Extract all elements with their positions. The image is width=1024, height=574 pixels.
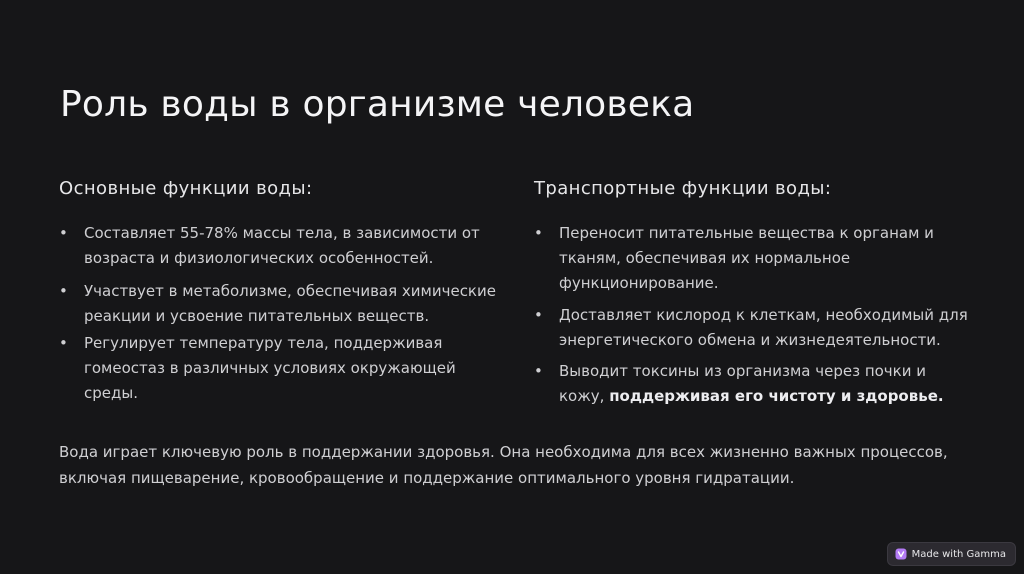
bullet-icon: • bbox=[534, 306, 543, 324]
main-functions-column bbox=[59, 178, 499, 407]
list-item-text: Переносит питательные вещества к органам и тканям, обеспечивая их нормальное функционирование. bbox=[559, 224, 934, 292]
list-item-text: Регулирует температуру тела, поддерживая гомеостаз в различных условиях окружающей среды. bbox=[84, 334, 456, 402]
main-functions-heading: Основные функции воды: bbox=[59, 178, 313, 199]
gamma-logo-icon bbox=[895, 548, 907, 560]
slide-title: Роль воды в организме человека bbox=[60, 84, 695, 125]
list-item bbox=[534, 359, 974, 409]
list-item-text: Участвует в метаболизме, обеспечивая химические реакции и усвоение питательных веществ. bbox=[84, 282, 496, 325]
transport-functions-column bbox=[534, 178, 974, 409]
list-item bbox=[534, 221, 974, 303]
list-item bbox=[59, 331, 499, 407]
list-item-text: Составляет 55-78% массы тела, в зависимости от возраста и физиологических особенностей. bbox=[84, 224, 480, 267]
list-item bbox=[59, 279, 499, 331]
badge-label: Made with Gamma bbox=[911, 548, 1006, 560]
bullet-icon: • bbox=[534, 224, 543, 242]
summary-paragraph: Вода играет ключевую роль в поддержании здоровья. Она необходима для всех жизненно важных процессов, включая пищеварение, кровообращение и поддержание оптимального уровня гидратации. bbox=[59, 443, 948, 487]
list-item-text-strong: поддерживая его чистоту и здоровье. bbox=[609, 387, 944, 405]
list-item bbox=[59, 221, 499, 279]
made-with-gamma-badge[interactable] bbox=[887, 542, 1016, 566]
bullet-icon: • bbox=[59, 282, 68, 300]
main-functions-list bbox=[59, 221, 499, 407]
list-item-text-prefix: Выводит токсины из организма через почки и кожу, bbox=[559, 362, 926, 405]
bullet-icon: • bbox=[534, 362, 543, 380]
transport-functions-heading: Транспортные функции воды: bbox=[534, 178, 832, 199]
bullet-icon: • bbox=[59, 224, 68, 242]
transport-functions-list bbox=[534, 221, 974, 409]
list-item bbox=[534, 303, 974, 359]
bullet-icon: • bbox=[59, 334, 68, 352]
list-item-text: Доставляет кислород к клеткам, необходимый для энергетического обмена и жизнедеятельности. bbox=[559, 306, 968, 349]
